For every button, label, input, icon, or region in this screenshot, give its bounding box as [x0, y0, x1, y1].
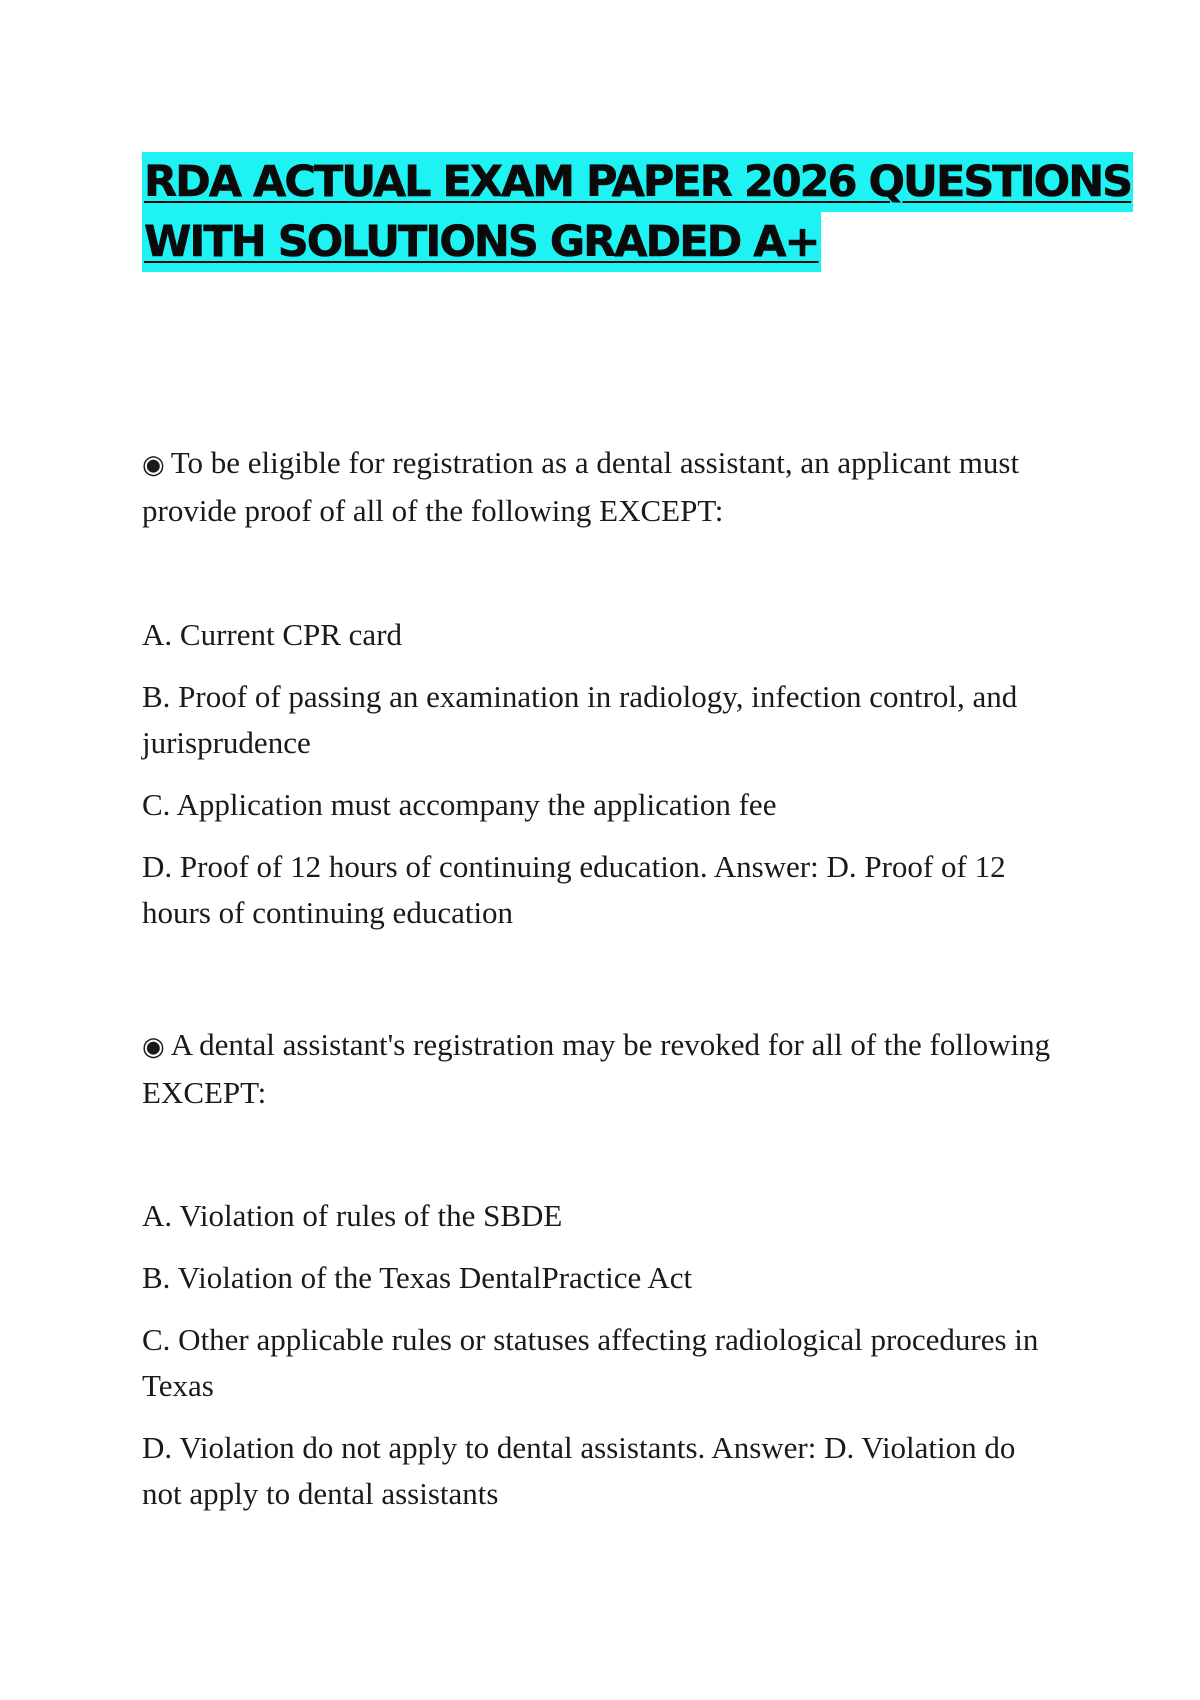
option-d: D. Proof of 12 hours of continuing education. Answer: D. Proof of 12 hours of continuing education	[142, 849, 1006, 930]
question-2-text: A dental assistant's registration may be revoked for all of the following EXCEPT:	[142, 1027, 1051, 1110]
option-a: A. Current CPR card	[142, 617, 403, 652]
option-c: C. Application must accompany the application fee	[142, 787, 777, 822]
option-d: D. Violation do not apply to dental assistants. Answer: D. Violation do not apply to dental assistants	[142, 1430, 1016, 1511]
title-line-2: WITH SOLUTIONS GRADED A+	[142, 212, 821, 272]
question-1	[142, 440, 1062, 534]
radio-bullet-icon: ◉	[142, 450, 165, 480]
option-a: A. Violation of rules of the SBDE	[142, 1198, 563, 1233]
question-1-options	[142, 612, 1062, 952]
radio-bullet-icon: ◉	[142, 1032, 165, 1062]
question-2	[142, 1022, 1062, 1116]
document-title	[142, 152, 1132, 272]
option-c: C. Other applicable rules or statuses affecting radiological procedures in Texas	[142, 1322, 1039, 1403]
option-b: B. Violation of the Texas DentalPractice Act	[142, 1260, 693, 1295]
question-2-options	[142, 1193, 1062, 1533]
question-1-text: To be eligible for registration as a dental assistant, an applicant must provide proof of all of the following EXCEPT:	[142, 445, 1020, 528]
title-line-1: RDA ACTUAL EXAM PAPER 2026 QUESTIONS	[142, 152, 1133, 212]
option-b: B. Proof of passing an examination in radiology, infection control, and jurisprudence	[142, 679, 1018, 760]
